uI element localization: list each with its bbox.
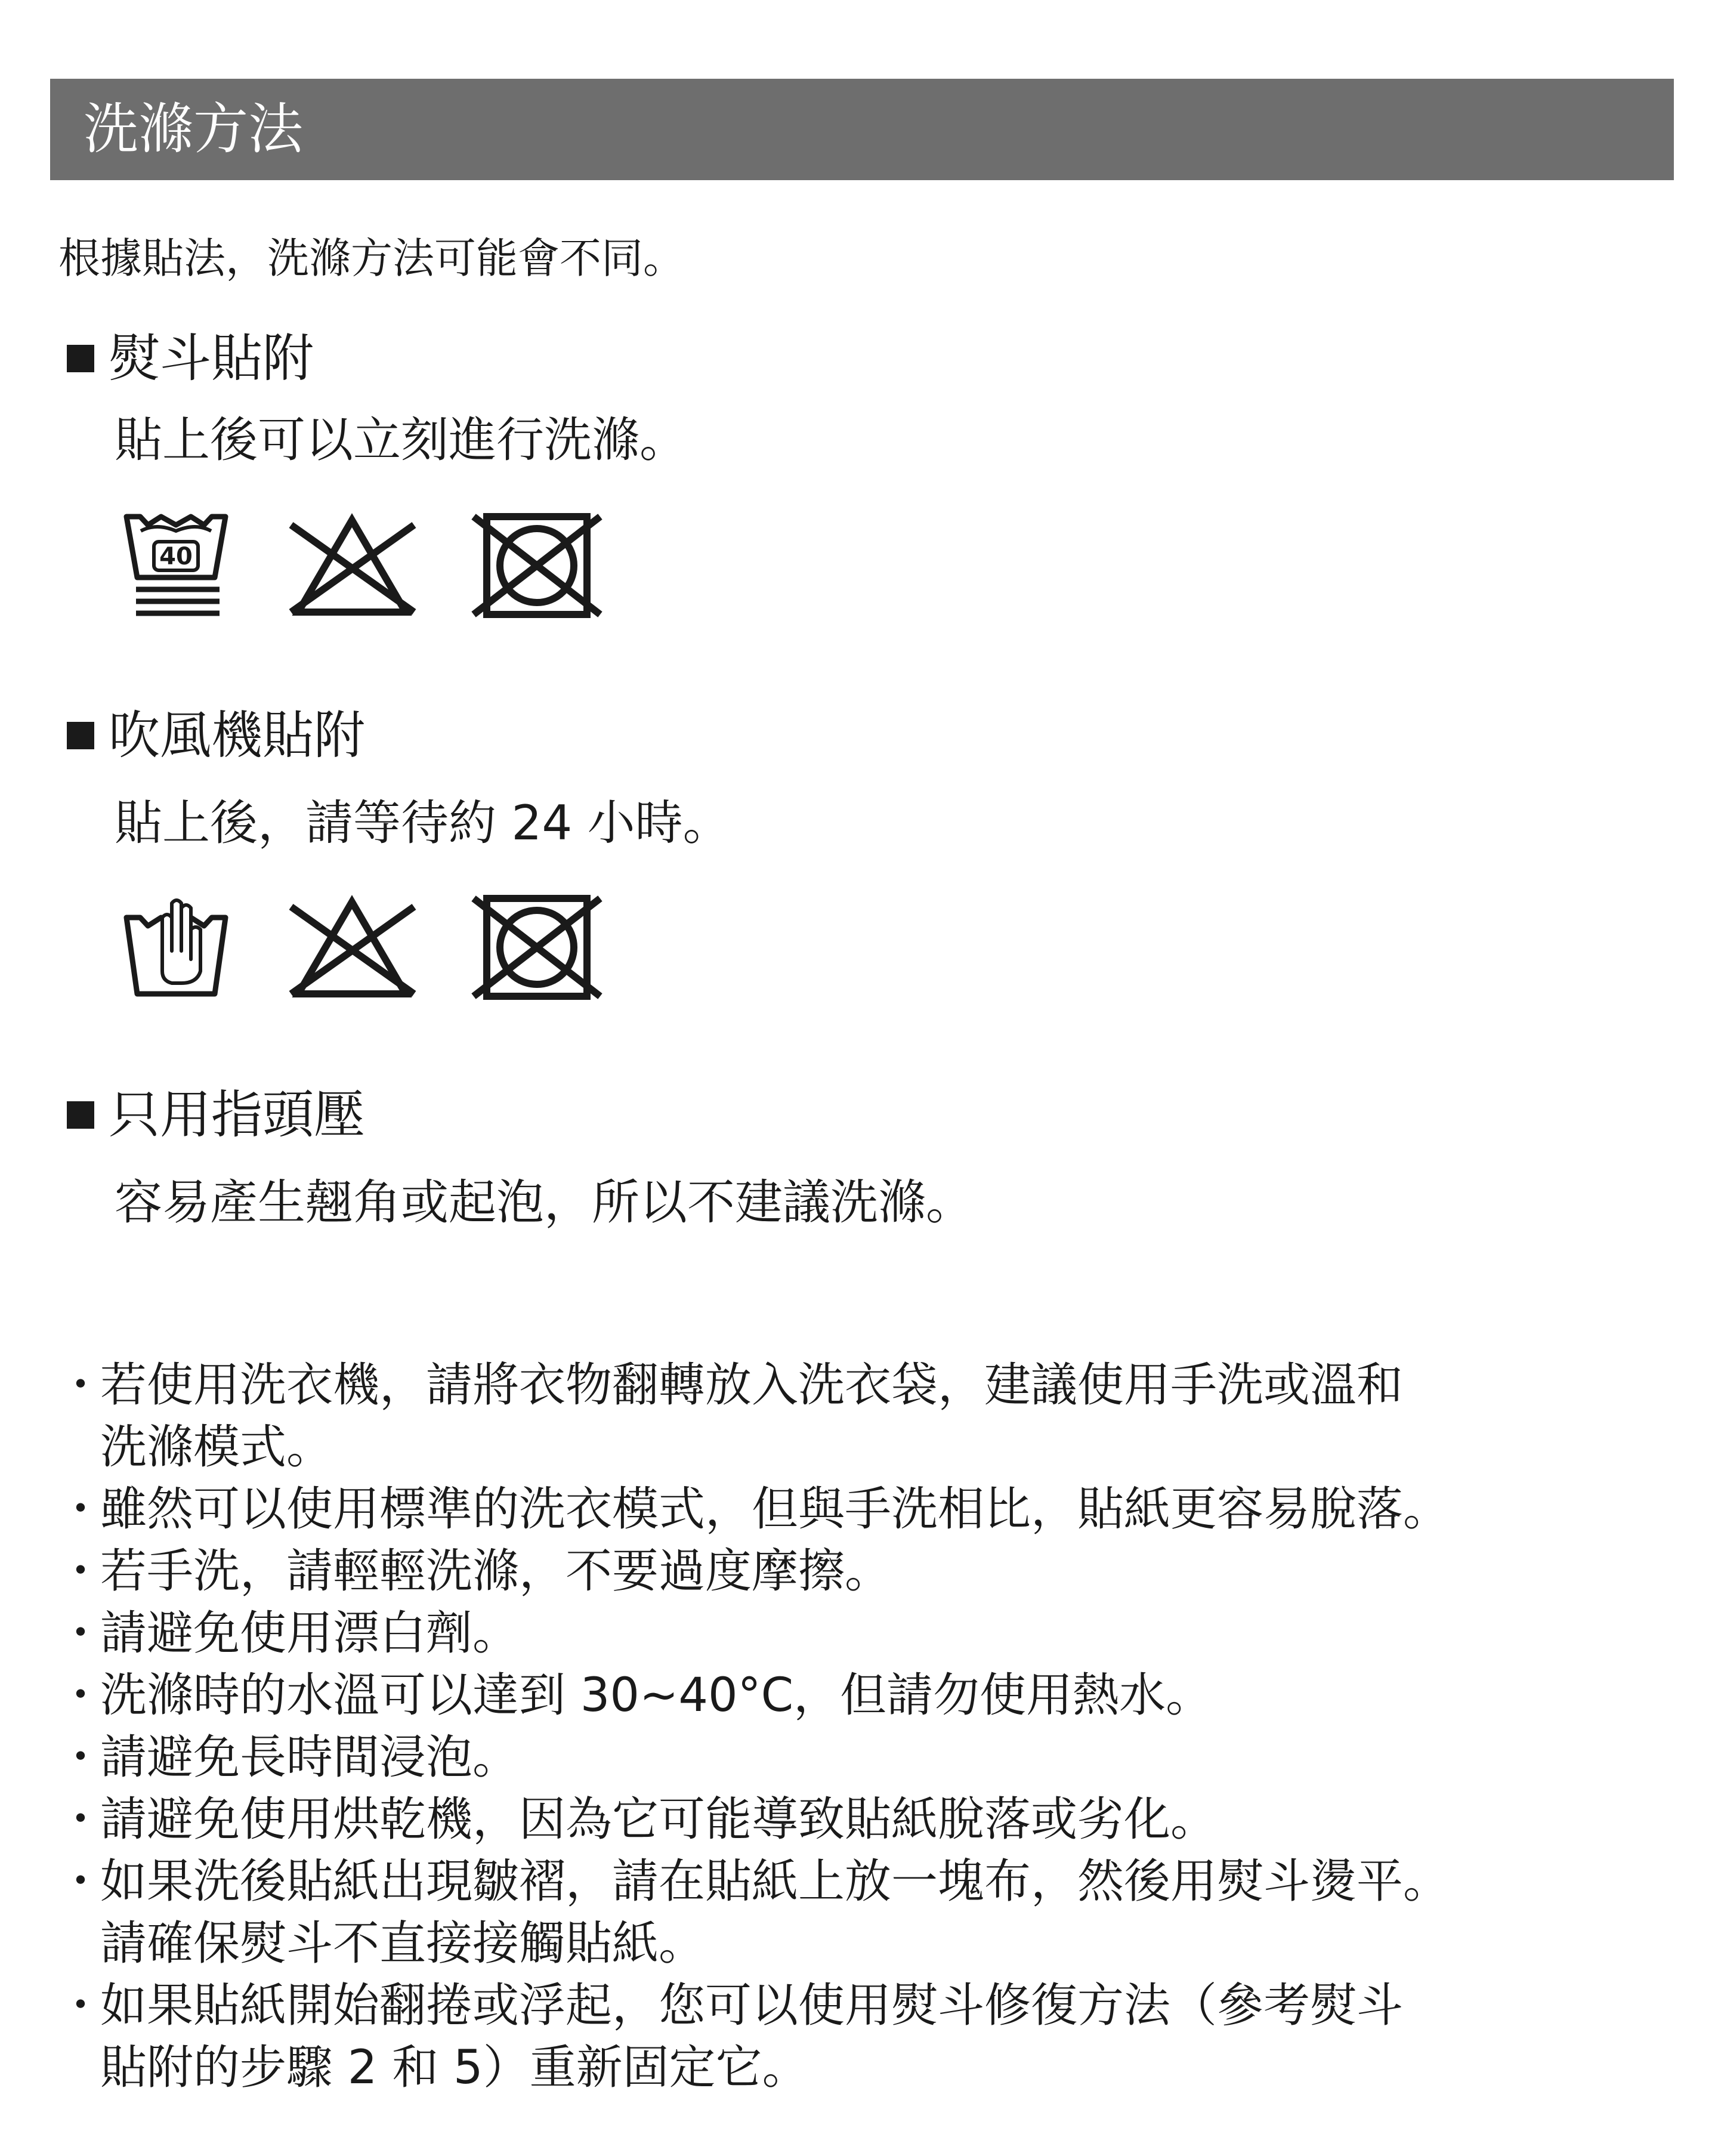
section-title-text: 吹風機貼附 [109,706,365,765]
do-not-tumble-dry-icon [471,512,602,619]
section-header [50,79,1674,180]
section-title-text: 熨斗貼附 [109,329,314,388]
section-desc-hairdryer: 貼上後，請等待約 24 小時。 [115,795,731,851]
wash-40-gentle-icon [119,512,233,619]
do-not-bleach-icon [286,894,418,1001]
section-title-iron [67,329,314,388]
section-desc-iron: 貼上後可以立刻進行洗滌。 [115,412,687,468]
section-title-text: 只用指頭壓 [109,1085,365,1145]
section-title-finger-press [67,1085,365,1145]
list-item: ・ 若手洗，請輕輕洗滌，不要過度摩擦。 [57,1545,892,1598]
list-item: ・ 如果洗後貼紙出現皺褶，請在貼紙上放一塊布，然後用熨斗燙平。 請確保熨斗不直接接觸貼紙。 [57,1855,1450,1970]
do-not-tumble-dry-icon [471,894,602,1001]
section-title-hairdryer [67,706,365,765]
square-bullet-icon [67,722,94,749]
list-item: ・ 如果貼紙開始翻捲或浮起，您可以使用熨斗修復方法（參考熨斗 貼附的步驟 2 和 5）重新固定它。 [57,1979,1404,2095]
intro-text: 根據貼法，洗滌方法可能會不同。 [58,234,685,283]
list-item: ・ 若使用洗衣機，請將衣物翻轉放入洗衣袋，建議使用手洗或溫和 洗滌模式。 [57,1358,1404,1474]
do-not-bleach-icon [286,512,418,619]
list-item: ・ 請避免長時間浸泡。 [57,1731,520,1784]
square-bullet-icon [67,345,94,372]
care-notes-list [57,1354,1680,2099]
list-item: ・ 洗滌時的水溫可以達到 30~40°C，但請勿使用熱水。 [57,1669,1213,1722]
page-title: 洗滌方法 [84,97,304,161]
list-item: ・ 請避免使用漂白劑。 [57,1607,520,1660]
hand-wash-icon [119,894,233,1001]
wash-temp-label: 40 [159,543,193,570]
section-desc-finger-press: 容易產生翹角或起泡，所以不建議洗滌。 [115,1175,974,1230]
square-bullet-icon [67,1101,94,1129]
list-item: ・ 請避免使用烘乾機，因為它可能導致貼紙脫落或劣化。 [57,1793,1218,1846]
list-item: ・ 雖然可以使用標準的洗衣模式，但與手洗相比，貼紙更容易脫落。 [57,1482,1450,1536]
